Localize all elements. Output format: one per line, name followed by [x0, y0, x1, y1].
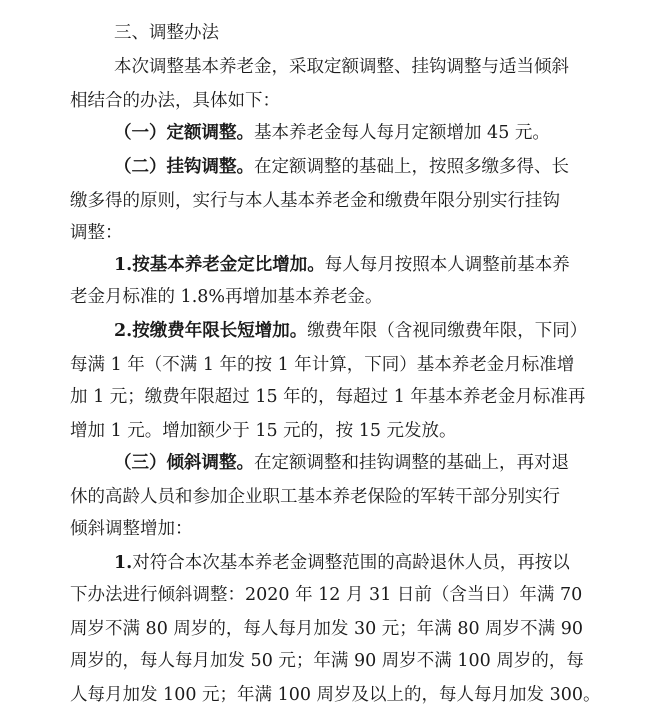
paragraph-line [114, 320, 587, 342]
subheading-contribution-years: 2.按缴费年限长短增加。 [114, 321, 308, 341]
paragraph-line: 每满 1 年（不满 1 年的按 1 年计算，下同）基本养老金月标准增 [70, 355, 575, 375]
subheading-proportional-increase: 1.按基本养老金定比增加。 [114, 255, 325, 275]
paragraph-line: 周岁不满 80 周岁的，每人每月加发 30 元；年满 80 周岁不满 90 [70, 619, 584, 639]
paragraph-text: 对符合本次基本养老金调整范围的高龄退休人员，再按以 [132, 553, 570, 573]
paragraph-line: 调整： [70, 223, 123, 243]
paragraph-line: 加 1 元；缴费年限超过 15 年的，每超过 1 年基本养老金月标准再 [70, 387, 586, 407]
paragraph-line: 增加 1 元。增加额少于 15 元的，按 15 元发放。 [70, 421, 457, 441]
paragraph-line: 休的高龄人员和参加企业职工基本养老保险的军转干部分别实行 [70, 487, 560, 507]
paragraph-text: 每人每月按照本人调整前基本养 [324, 255, 570, 275]
section-heading: 三、调整办法 [114, 23, 219, 43]
paragraph-text: 基本养老金每人每月定额增加 45 元。 [254, 123, 550, 143]
item-number: 1. [114, 553, 133, 573]
paragraph-text: 在定额调整的基础上，按照多缴多得、长 [254, 157, 569, 177]
subheading-fixed-adjustment: （一）定额调整。 [114, 123, 254, 143]
paragraph-line [114, 452, 569, 474]
paragraph-line: 倾斜调整增加： [70, 519, 193, 539]
paragraph-line [114, 254, 570, 276]
paragraph-line: 老金月标准的 1.8%再增加基本养老金。 [70, 287, 383, 307]
subheading-linked-adjustment: （二）挂钩调整。 [114, 157, 254, 177]
paragraph-text: 在定额调整和挂钩调整的基础上，再对退 [254, 453, 569, 473]
subheading-tilted-adjustment: （三）倾斜调整。 [114, 453, 254, 473]
paragraph-line [114, 552, 570, 574]
paragraph-line [114, 122, 550, 144]
paragraph-line: 本次调整基本养老金，采取定额调整、挂钩调整与适当倾斜 [114, 57, 569, 77]
paragraph-line: 周岁的，每人每月加发 50 元；年满 90 周岁不满 100 周岁的，每 [70, 651, 584, 671]
paragraph-line: 相结合的办法，具体如下： [70, 91, 280, 111]
paragraph-line: 人每月加发 100 元；年满 100 周岁及以上的，每人每月加发 300。 [70, 685, 601, 705]
paragraph-line [114, 156, 569, 178]
paragraph-line: 缴多得的原则，实行与本人基本养老金和缴费年限分别实行挂钩 [70, 191, 560, 211]
paragraph-text: 缴费年限（含视同缴费年限，下同） [307, 321, 588, 341]
paragraph-line: 下办法进行倾斜调整：2020 年 12 月 31 日前（含当日）年满 70 [70, 585, 583, 605]
